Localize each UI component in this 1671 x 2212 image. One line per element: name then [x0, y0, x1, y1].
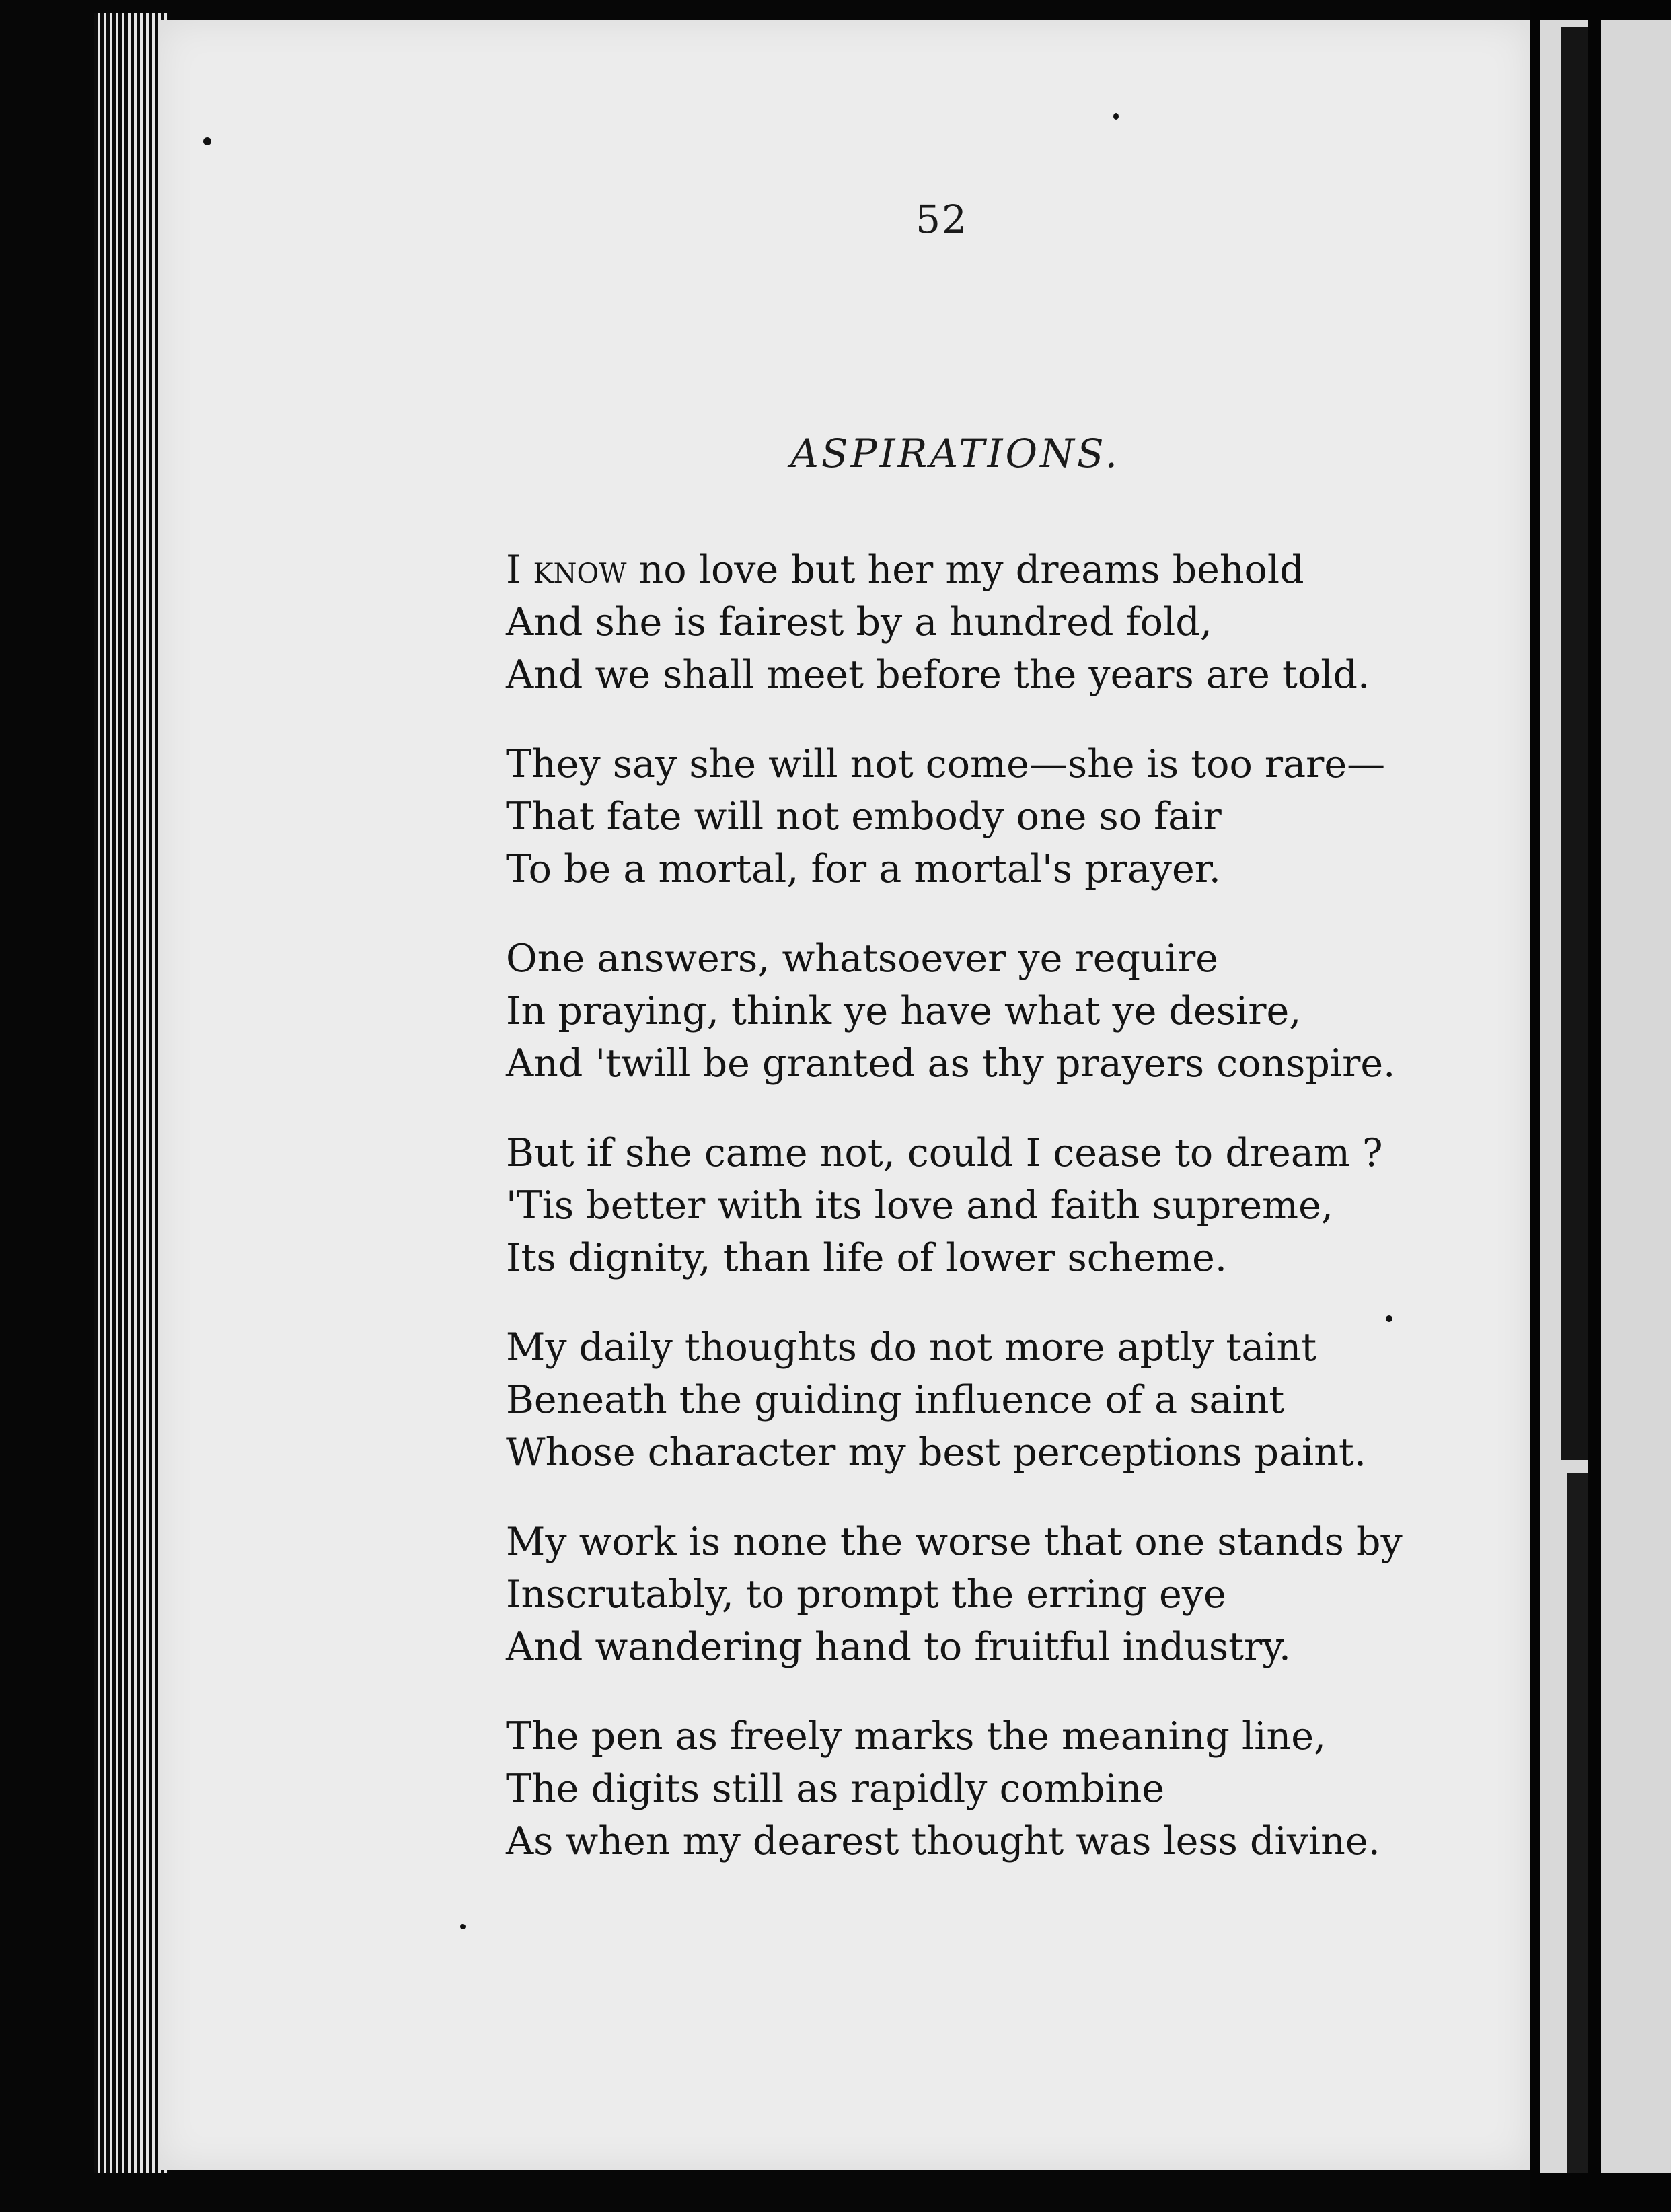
- poem-line: That fate will not embody one so fair: [506, 795, 1222, 839]
- stanza: [506, 1321, 1401, 1479]
- first-word-caps: know: [533, 548, 627, 592]
- poem-line: And 'twill be granted as thy prayers conspire.: [506, 1041, 1396, 1086]
- scan-speck: [203, 137, 211, 145]
- right-binding-shadow-lower: [1567, 1473, 1588, 2173]
- poem-title: ASPIRATIONS.: [790, 431, 1120, 476]
- poem-line: And wandering hand to fruitful industry.: [506, 1625, 1291, 1669]
- scan-speck: [460, 1924, 466, 1929]
- poem-line: The digits still as rapidly combine: [506, 1767, 1165, 1811]
- poem-line: They say she will not come—she is too rare—: [506, 742, 1386, 786]
- poem-line-text: no love but her my dreams behold: [638, 548, 1304, 592]
- poem-line: But if she came not, could I cease to dream ?: [506, 1131, 1383, 1175]
- poem-line: 'Tis better with its love and faith supreme,: [506, 1183, 1333, 1228]
- poem-line: [506, 544, 1401, 596]
- stanza: [506, 544, 1401, 701]
- page-number: 52: [916, 196, 968, 242]
- poem-line: To be a mortal, for a mortal's prayer.: [506, 847, 1221, 891]
- poem-line: As when my dearest thought was less divine.: [506, 1819, 1380, 1864]
- right-binding-shadow: [1561, 27, 1588, 1460]
- poem-line: My daily thoughts do not more aptly taint: [506, 1325, 1317, 1370]
- poem-line: My work is none the worse that one stands by: [506, 1520, 1403, 1564]
- poem-line: One answers, whatsoever ye require: [506, 936, 1218, 981]
- poem-line: Whose character my best perceptions paint.: [506, 1430, 1366, 1475]
- poem-line: The pen as freely marks the meaning line,: [506, 1714, 1327, 1759]
- scan-speck: [1113, 113, 1119, 120]
- poem-body: [506, 544, 1401, 1905]
- facing-page-edge: [1601, 20, 1671, 2173]
- poem-line: Beneath the guiding influence of a saint: [506, 1378, 1285, 1422]
- stanza: [506, 1710, 1401, 1868]
- stanza: [506, 1516, 1401, 1673]
- poem-line: Inscrutably, to prompt the erring eye: [506, 1572, 1226, 1617]
- first-word: I: [506, 548, 521, 592]
- poem-line: And she is fairest by a hundred fold,: [506, 600, 1212, 644]
- stanza: [506, 1127, 1401, 1284]
- stanza: [506, 932, 1401, 1090]
- page-stack-edge: [94, 13, 168, 2173]
- poem-line: In praying, think ye have what ye desire,: [506, 989, 1302, 1033]
- poem-line: And we shall meet before the years are told.: [506, 653, 1370, 697]
- poem-line: Its dignity, than life of lower scheme.: [506, 1236, 1228, 1280]
- stanza: [506, 738, 1401, 895]
